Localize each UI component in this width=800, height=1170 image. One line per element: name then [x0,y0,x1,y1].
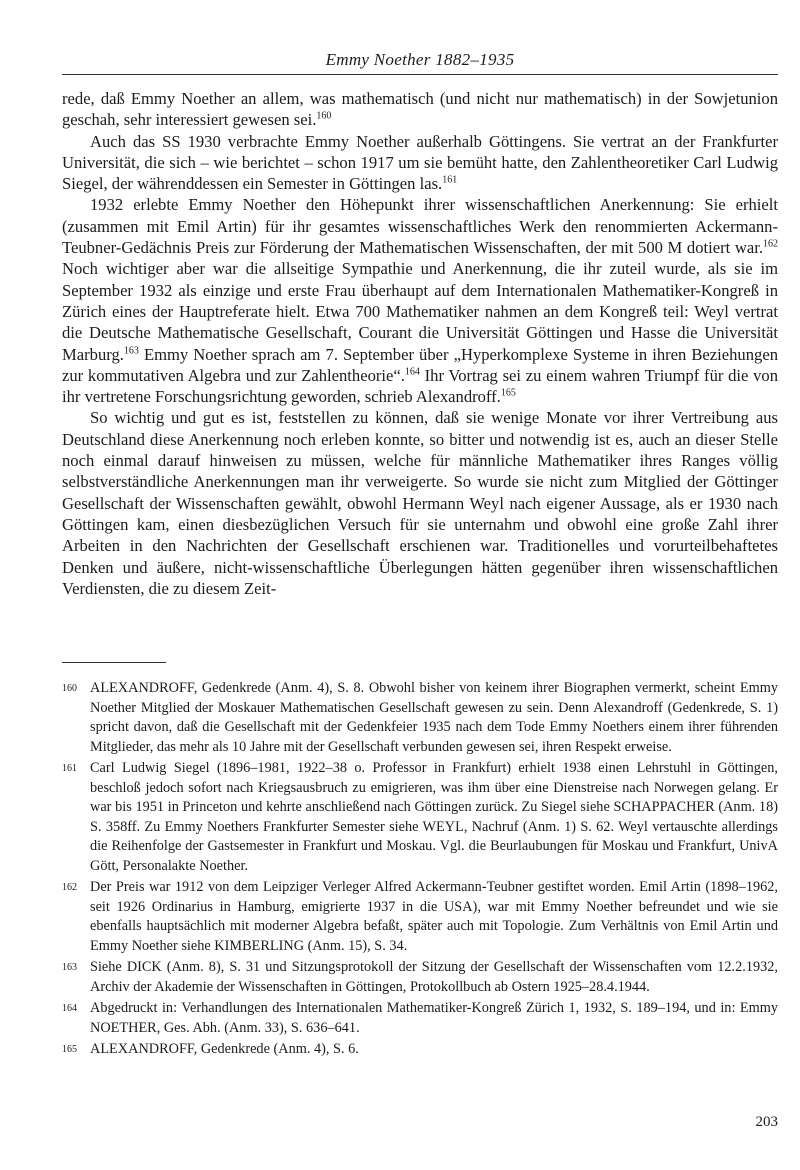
footnote-ref: 165 [500,387,516,399]
running-title: Emmy Noether 1882–1935 [325,50,515,69]
footnote-text: ALEXANDROFF, Gedenkrede (Anm. 4), S. 8. Obwohl bisher von keinem ihrer Biographen vermerkt, scheint Emmy Noether Mitglied der Moskauer Mathematischen Gesellschaft gewesen zu sein. Denn Alexandroff (Gedenkrede, S. 1) spricht davon, daß die Gesellschaft mit der Gedenkfeier 1935 nach dem Tode Emmy Noethers einem ihrer führenden Mitglieder, das mehr als 10 Jahre mit der Gesellschaft verbunden gewesen sei, ihren Respekt erweise. [90,680,778,755]
paragraph [62,407,778,599]
footnote-ref: 161 [442,174,458,186]
footnote-number: 165 [62,1044,77,1055]
footnote-ref: 164 [404,366,420,378]
footnote-number: 164 [62,1003,77,1014]
paragraph-text: 1932 erlebte Emmy Noether den Höhepunkt ihrer wissenschaftlichen Anerkennung: Sie erhielt (zusammen mit Emil Artin) für ihr gesamtes wissenschaftliches Werk den renommierten Ackermann-Teubner-Gedächnis Preis zur Förderung der Mathematischen Wissenschaften, der mit 500 M dotiert war. [62,195,778,258]
running-header [62,50,778,75]
footnote-ref: 162 [763,238,778,250]
paragraph [62,88,778,131]
footnote-ref: 160 [316,110,332,122]
main-text [62,88,778,599]
paragraph-text: Ihr Vortrag sei zu einem wahren Triumpf für die von ihr vertretene Forschungsrichtung geworden, schrieb Alexandroff. [62,365,778,407]
footnote-number: 160 [62,683,77,694]
footnote-number: 162 [62,882,77,893]
paragraph-text: Emmy Noether sprach am 7. September über „Hyperkomplexe Systeme in ihren Beziehungen zur kommutativen Algebra und zur Zahlentheorie“. [62,344,778,385]
footnotes [62,679,778,1062]
footnote-text: Abgedruckt in: Verhandlungen des Internationalen Mathematiker-Kongreß Zürich 1, 1932, S. 189–194, und in: Emmy NOETHER, Ges. Abh. (Anm. 33), S. 636–641. [90,1000,778,1036]
footnote-text: Siehe DICK (Anm. 8), S. 31 und Sitzungsprotokoll der Sitzung der Gesellschaft der Wissenschaften vom 12.2.1932, Archiv der Akademie der Wissenschaften in Göttingen, Protokollbuch ab Ostern 1925–28.4.1944. [90,959,778,995]
footnote-text: ALEXANDROFF, Gedenkrede (Anm. 4), S. 6. [90,1041,359,1057]
footnote [62,999,778,1038]
paragraph-text: Auch das SS 1930 verbrachte Emmy Noether außerhalb Göttingens. Sie vertrat an der Frankfurter Universität, die sich – wie berichtet – schon 1917 um sie bemüht hatte, den Zahlentheoretiker Carl Ludwig Siegel, der währenddessen ein Semester in Göttingen las. [62,131,778,194]
paragraph-text: rede, daß Emmy Noether an allem, was mathematisch (und nicht nur mathematisch) in der Sowjetunion geschah, sehr interessiert gewesen sei. [62,89,778,130]
paragraph [62,131,778,195]
footnote [62,679,778,757]
footnote-number: 163 [62,962,77,973]
paragraph-text: So wichtig und gut es ist, feststellen zu können, daß sie wenige Monate vor ihrer Vertreibung aus Deutschland diese Anerkennung noch erleben konnte, so bitter und notwendig ist es, auch an dieser Stelle noch einmal darauf hinweisen zu müssen, welche für männliche Mathematiker ihres Ranges völlig selbstverständliche Anerkennungen man ihr verweigerte. So wurde sie nicht zum Mitglied der Göttinger Gesellschaft der Wissenschaften gewählt, obwohl Hermann Weyl nach eigener Aussage, als er 1930 nach Göttingen kam, einen diesbezüglichen Versuch für sie unternahm und obwohl eine große Zahl ihrer Arbeiten in den Nachrichten der Gesellschaft erschienen war. Traditionelles und vorurteilbehaftetes Denken und äußere, nicht-wissenschaftliche Überlegungen hätten gegenüber ihren wissenschaftlichen Verdiensten, die zu diesem Zeit- [62,408,778,598]
footnote-text: Carl Ludwig Siegel (1896–1981, 1922–38 o. Professor in Frankfurt) erhielt 1938 einen Lehrstuhl in Göttingen, beschloß jedoch sofort nach Kriegsausbruch zu emigrieren, was ihm über eine Dienstreise nach Norwegen gelang. Er war bis 1951 in Princeton und kehrte anschließend nach Göttingen zurück. Zu Siegel siehe SCHAPPACHER (Anm. 18) S. 358ff. Zu Emmy Noethers Frankfurter Semester siehe WEYL, Nachruf (Anm. 1) S. 62. Weyl vertauschte allerdings die Reihenfolge der Gastsemester in Frankfurt und Moskau. Vgl. die Beurlaubungen für Moskau und Frankfurt, UnivA Gött, Personalakte Noether. [90,760,778,874]
footnote [62,759,778,876]
footnote [62,1040,778,1060]
footnote-separator [62,662,166,663]
footnote-text: Der Preis war 1912 von dem Leipziger Verleger Alfred Ackermann-Teubner gestiftet worden. Emil Artin (1898–1962, seit 1926 Ordinarius in Hamburg, emigrierte 1937 in die USA), war mit Emmy Noether befreundet und wie sie ebenfalls hauptsächlich mit moderner Algebra befaßt, später auch mit Topologie. Zum Verhältnis von Emil Artin und Emmy Noether siehe KIMBERLING (Anm. 15), S. 34. [90,879,778,954]
footnote-ref: 163 [123,345,139,357]
footnote [62,958,778,997]
footnote-number: 161 [62,763,77,774]
footnote [62,878,778,956]
page-number: 203 [755,1114,778,1130]
paragraph [62,194,778,407]
paragraph-text: Noch wichtiger aber war die allseitige Sympathie und Anerkennung, die ihr zuteil wurde, als sie im September 1932 als einzige und erste Frau überhaupt auf dem Internationalen Mathematiker-Kongreß in Zürich eines der Hauptreferate hielt. Etwa 700 Mathematiker nahmen an dem Kongreß teil: Weyl vertrat die Deutsche Mathematische Gesellschaft, Courant die Universität Göttingen und Hasse die Universität Marburg. [62,259,778,364]
